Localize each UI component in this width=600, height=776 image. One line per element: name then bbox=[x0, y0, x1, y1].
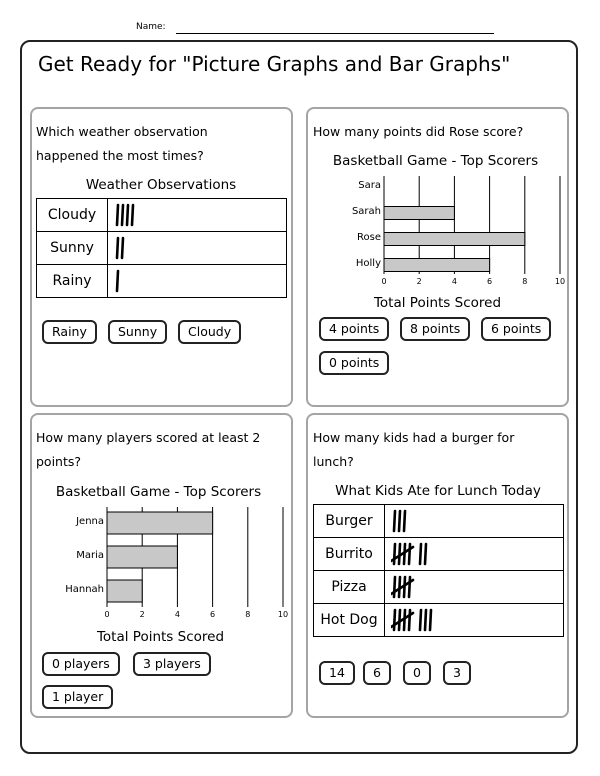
tally-mark bbox=[117, 205, 118, 225]
tally-mark bbox=[122, 205, 123, 225]
name-label: Name: bbox=[136, 22, 166, 32]
tally-mark bbox=[409, 610, 410, 630]
tally-mark bbox=[420, 610, 421, 630]
answer-choice-button[interactable]: 0 points bbox=[319, 351, 389, 375]
tally-mark bbox=[420, 544, 421, 564]
x-axis-label-2: Total Points Scored bbox=[373, 295, 502, 311]
x-tick-label: 2 bbox=[139, 610, 145, 619]
tally-mark bbox=[394, 544, 395, 564]
tally-mark bbox=[425, 610, 426, 630]
x-tick-label: 4 bbox=[451, 277, 457, 286]
x-tick-label: 6 bbox=[210, 610, 216, 619]
tally-mark bbox=[132, 205, 133, 225]
answer-choice-button[interactable]: 0 players bbox=[42, 652, 120, 676]
tally-mark bbox=[425, 544, 426, 564]
question-1: Which weather observation happened the most times? bbox=[36, 124, 208, 163]
tally-mark bbox=[127, 205, 128, 225]
tally-mark bbox=[430, 610, 431, 630]
y-tick-label: Holly bbox=[355, 258, 381, 269]
x-tick-label: 10 bbox=[554, 277, 566, 286]
x-tick-label: 4 bbox=[174, 610, 180, 619]
tally-mark bbox=[394, 511, 395, 531]
answer-choice-button[interactable]: 4 points bbox=[319, 317, 389, 341]
row-label: Hot Dog bbox=[314, 604, 385, 637]
tally-cell bbox=[108, 232, 287, 265]
y-tick-label: Jenna bbox=[76, 516, 104, 527]
y-tick-label: Maria bbox=[76, 550, 104, 561]
table-row bbox=[37, 265, 287, 298]
chart-title-3: Basketball Game - Top Scorers bbox=[55, 484, 262, 500]
tally-mark bbox=[409, 544, 410, 564]
tally-cell bbox=[385, 571, 564, 604]
tally-cell bbox=[385, 604, 564, 637]
row-label: Cloudy bbox=[37, 199, 108, 232]
answer-choice-button[interactable]: 3 players bbox=[133, 652, 211, 676]
answer-choice-button[interactable]: 6 points bbox=[481, 317, 551, 341]
tally-mark bbox=[409, 577, 410, 597]
answer-choice-button[interactable]: Rainy bbox=[42, 320, 97, 344]
answer-choice-button[interactable]: 0 bbox=[403, 661, 431, 685]
tally-mark bbox=[117, 271, 118, 291]
tally-cell bbox=[385, 505, 564, 538]
answer-choice-button[interactable]: 14 bbox=[319, 661, 355, 685]
tally-cell bbox=[385, 538, 564, 571]
tally-table-4 bbox=[313, 504, 564, 637]
answer-choice-button[interactable]: 6 bbox=[363, 661, 391, 685]
chart-title-4: What Kids Ate for Lunch Today bbox=[335, 483, 541, 499]
x-tick-label: 6 bbox=[487, 277, 493, 286]
tally-mark bbox=[117, 238, 118, 258]
row-label: Pizza bbox=[314, 571, 385, 604]
page-title: Get Ready for "Picture Graphs and Bar Graphs" bbox=[38, 52, 511, 76]
row-label: Burrito bbox=[314, 538, 385, 571]
answer-choice-button[interactable]: 3 bbox=[443, 661, 471, 685]
y-tick-label: Sarah bbox=[351, 206, 381, 217]
tally-mark bbox=[399, 511, 400, 531]
tally-cell bbox=[108, 265, 287, 298]
x-tick-label: 8 bbox=[522, 277, 528, 286]
row-label: Burger bbox=[314, 505, 385, 538]
tally-mark bbox=[394, 577, 395, 597]
table-row bbox=[314, 604, 564, 637]
chart-title-1: Weather Observations bbox=[85, 177, 237, 193]
question-2: How many points did Rose score? bbox=[313, 124, 524, 139]
x-tick-label: 0 bbox=[104, 610, 110, 619]
tally-mark bbox=[404, 511, 405, 531]
table-row bbox=[37, 232, 287, 265]
tally-mark bbox=[122, 238, 123, 258]
table-row bbox=[314, 571, 564, 604]
y-tick-label: Hannah bbox=[65, 584, 104, 595]
answer-choice-button[interactable]: Cloudy bbox=[178, 320, 241, 344]
row-label: Sunny bbox=[37, 232, 108, 265]
tally-mark bbox=[394, 610, 395, 630]
table-row bbox=[314, 538, 564, 571]
question-3: How many players scored at least 2 points? bbox=[36, 430, 261, 469]
x-tick-label: 2 bbox=[416, 277, 422, 286]
question-4: How many kids had a burger for lunch? bbox=[313, 430, 515, 469]
x-tick-label: 8 bbox=[245, 610, 251, 619]
x-tick-label: 10 bbox=[277, 610, 289, 619]
y-tick-label: Rose bbox=[357, 232, 381, 243]
answer-choice-button[interactable]: 1 player bbox=[42, 685, 113, 709]
x-tick-label: 0 bbox=[381, 277, 387, 286]
answer-choice-button[interactable]: 8 points bbox=[400, 317, 470, 341]
row-label: Rainy bbox=[37, 265, 108, 298]
chart-title-2: Basketball Game - Top Scorers bbox=[332, 153, 539, 169]
table-row bbox=[37, 199, 287, 232]
tally-table-1 bbox=[36, 198, 287, 298]
y-tick-label: Sara bbox=[358, 180, 381, 191]
answer-choice-button[interactable]: Sunny bbox=[108, 320, 167, 344]
name-line[interactable] bbox=[176, 33, 494, 34]
x-axis-label-3: Total Points Scored bbox=[96, 629, 225, 645]
table-row bbox=[314, 505, 564, 538]
tally-cell bbox=[108, 199, 287, 232]
